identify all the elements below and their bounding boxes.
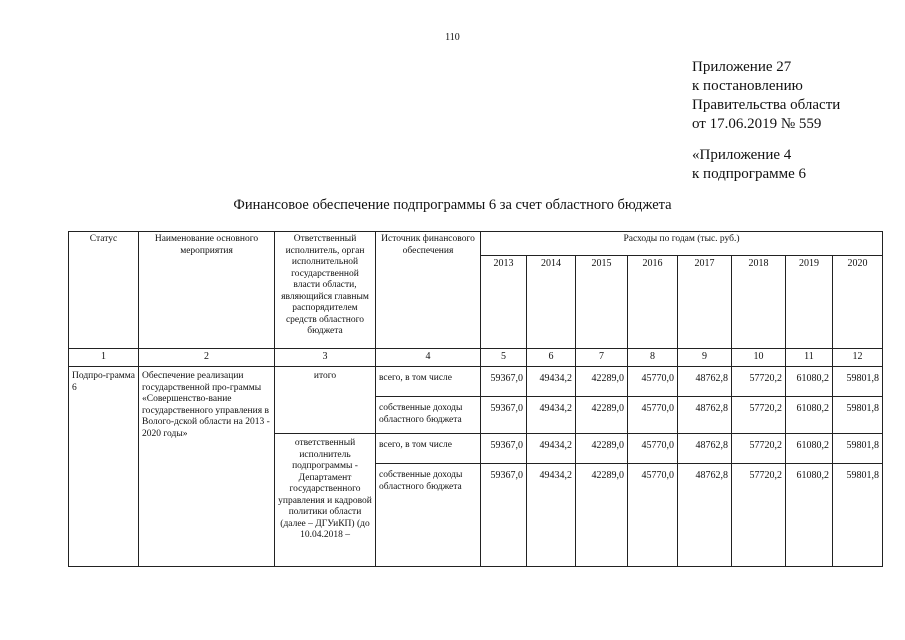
measure-cell: Обеспечение реализации государственной про-граммы «Совершенство-вание государственного управления в Волого-дской области на 2013 - 2020 годы» bbox=[139, 367, 275, 567]
value-cell: 57720,2 bbox=[732, 464, 786, 567]
column-number: 1 bbox=[69, 349, 139, 367]
column-number: 11 bbox=[786, 349, 833, 367]
value-cell: 59801,8 bbox=[833, 397, 883, 434]
source-cell: собственные доходы областного бюджета bbox=[376, 397, 481, 434]
value-cell: 59801,8 bbox=[833, 367, 883, 397]
column-numbers-row bbox=[69, 349, 883, 367]
value-cell: 57720,2 bbox=[732, 397, 786, 434]
header-row bbox=[69, 232, 883, 256]
value-cell: 45770,0 bbox=[628, 464, 678, 567]
value-cell: 45770,0 bbox=[628, 367, 678, 397]
value-cell: 48762,8 bbox=[678, 464, 732, 567]
column-number: 12 bbox=[833, 349, 883, 367]
year-cell: 2017 bbox=[678, 256, 732, 349]
header-executor: Ответственный исполнитель, орган исполнительной государственной власти области, являющийся главным распорядителем средств областного бюджета bbox=[275, 232, 376, 349]
subannex-block bbox=[692, 146, 806, 184]
value-cell: 59367,0 bbox=[481, 397, 527, 434]
column-number: 3 bbox=[275, 349, 376, 367]
annex-line: Приложение 27 bbox=[692, 59, 792, 75]
year-cell: 2018 bbox=[732, 256, 786, 349]
value-cell: 59367,0 bbox=[481, 367, 527, 397]
year-cell: 2016 bbox=[628, 256, 678, 349]
value-cell: 59801,8 bbox=[833, 464, 883, 567]
year-cell: 2015 bbox=[576, 256, 628, 349]
value-cell: 61080,2 bbox=[786, 464, 833, 567]
value-cell: 42289,0 bbox=[576, 397, 628, 434]
column-number: 4 bbox=[376, 349, 481, 367]
value-cell: 48762,8 bbox=[678, 367, 732, 397]
header-source: Источник финансового обеспечения bbox=[376, 232, 481, 349]
column-number: 10 bbox=[732, 349, 786, 367]
value-cell: 49434,2 bbox=[527, 464, 576, 567]
annex-line: Правительства области bbox=[692, 97, 841, 113]
executor-total-cell: итого bbox=[275, 367, 376, 434]
table-row bbox=[69, 367, 883, 397]
column-number: 9 bbox=[678, 349, 732, 367]
value-cell: 48762,8 bbox=[678, 434, 732, 464]
source-cell: собственные доходы областного бюджета bbox=[376, 464, 481, 567]
annex-block bbox=[692, 58, 840, 134]
source-cell: всего, в том числе bbox=[376, 434, 481, 464]
annex-line: от 17.06.2019 № 559 bbox=[692, 116, 822, 132]
value-cell: 49434,2 bbox=[527, 434, 576, 464]
financing-table bbox=[68, 231, 883, 567]
value-cell: 57720,2 bbox=[732, 367, 786, 397]
header-measure: Наименование основного мероприятия bbox=[139, 232, 275, 349]
subannex-line: «Приложение 4 bbox=[692, 147, 792, 163]
page-number: 110 bbox=[445, 32, 460, 43]
value-cell: 45770,0 bbox=[628, 434, 678, 464]
column-number: 8 bbox=[628, 349, 678, 367]
value-cell: 61080,2 bbox=[786, 434, 833, 464]
value-cell: 45770,0 bbox=[628, 397, 678, 434]
value-cell: 61080,2 bbox=[786, 367, 833, 397]
column-number: 6 bbox=[527, 349, 576, 367]
year-cell: 2013 bbox=[481, 256, 527, 349]
value-cell: 57720,2 bbox=[732, 434, 786, 464]
column-number: 7 bbox=[576, 349, 628, 367]
status-cell: Подпро-грамма 6 bbox=[69, 367, 139, 567]
column-number: 2 bbox=[139, 349, 275, 367]
value-cell: 48762,8 bbox=[678, 397, 732, 434]
column-number: 5 bbox=[481, 349, 527, 367]
value-cell: 61080,2 bbox=[786, 397, 833, 434]
header-expenses: Расходы по годам (тыс. руб.) bbox=[481, 232, 883, 256]
value-cell: 42289,0 bbox=[576, 367, 628, 397]
value-cell: 49434,2 bbox=[527, 367, 576, 397]
value-cell: 59367,0 bbox=[481, 434, 527, 464]
value-cell: 59367,0 bbox=[481, 464, 527, 567]
value-cell: 42289,0 bbox=[576, 434, 628, 464]
value-cell: 59801,8 bbox=[833, 434, 883, 464]
source-cell: всего, в том числе bbox=[376, 367, 481, 397]
header-status: Статус bbox=[69, 232, 139, 349]
year-cell: 2014 bbox=[527, 256, 576, 349]
value-cell: 42289,0 bbox=[576, 464, 628, 567]
document-title: Финансовое обеспечение подпрограммы 6 за счет областного бюджета bbox=[233, 197, 672, 213]
annex-line: к постановлению bbox=[692, 78, 803, 94]
year-cell: 2019 bbox=[786, 256, 833, 349]
value-cell: 49434,2 bbox=[527, 397, 576, 434]
executor-responsible-cell: ответственный исполнитель подпрограммы - Департамент государственного управления и кадровой политики области (далее – ДГУиКП) (до 10.04.2018 – bbox=[275, 434, 376, 567]
year-cell: 2020 bbox=[833, 256, 883, 349]
subannex-line: к подпрограмме 6 bbox=[692, 166, 806, 182]
